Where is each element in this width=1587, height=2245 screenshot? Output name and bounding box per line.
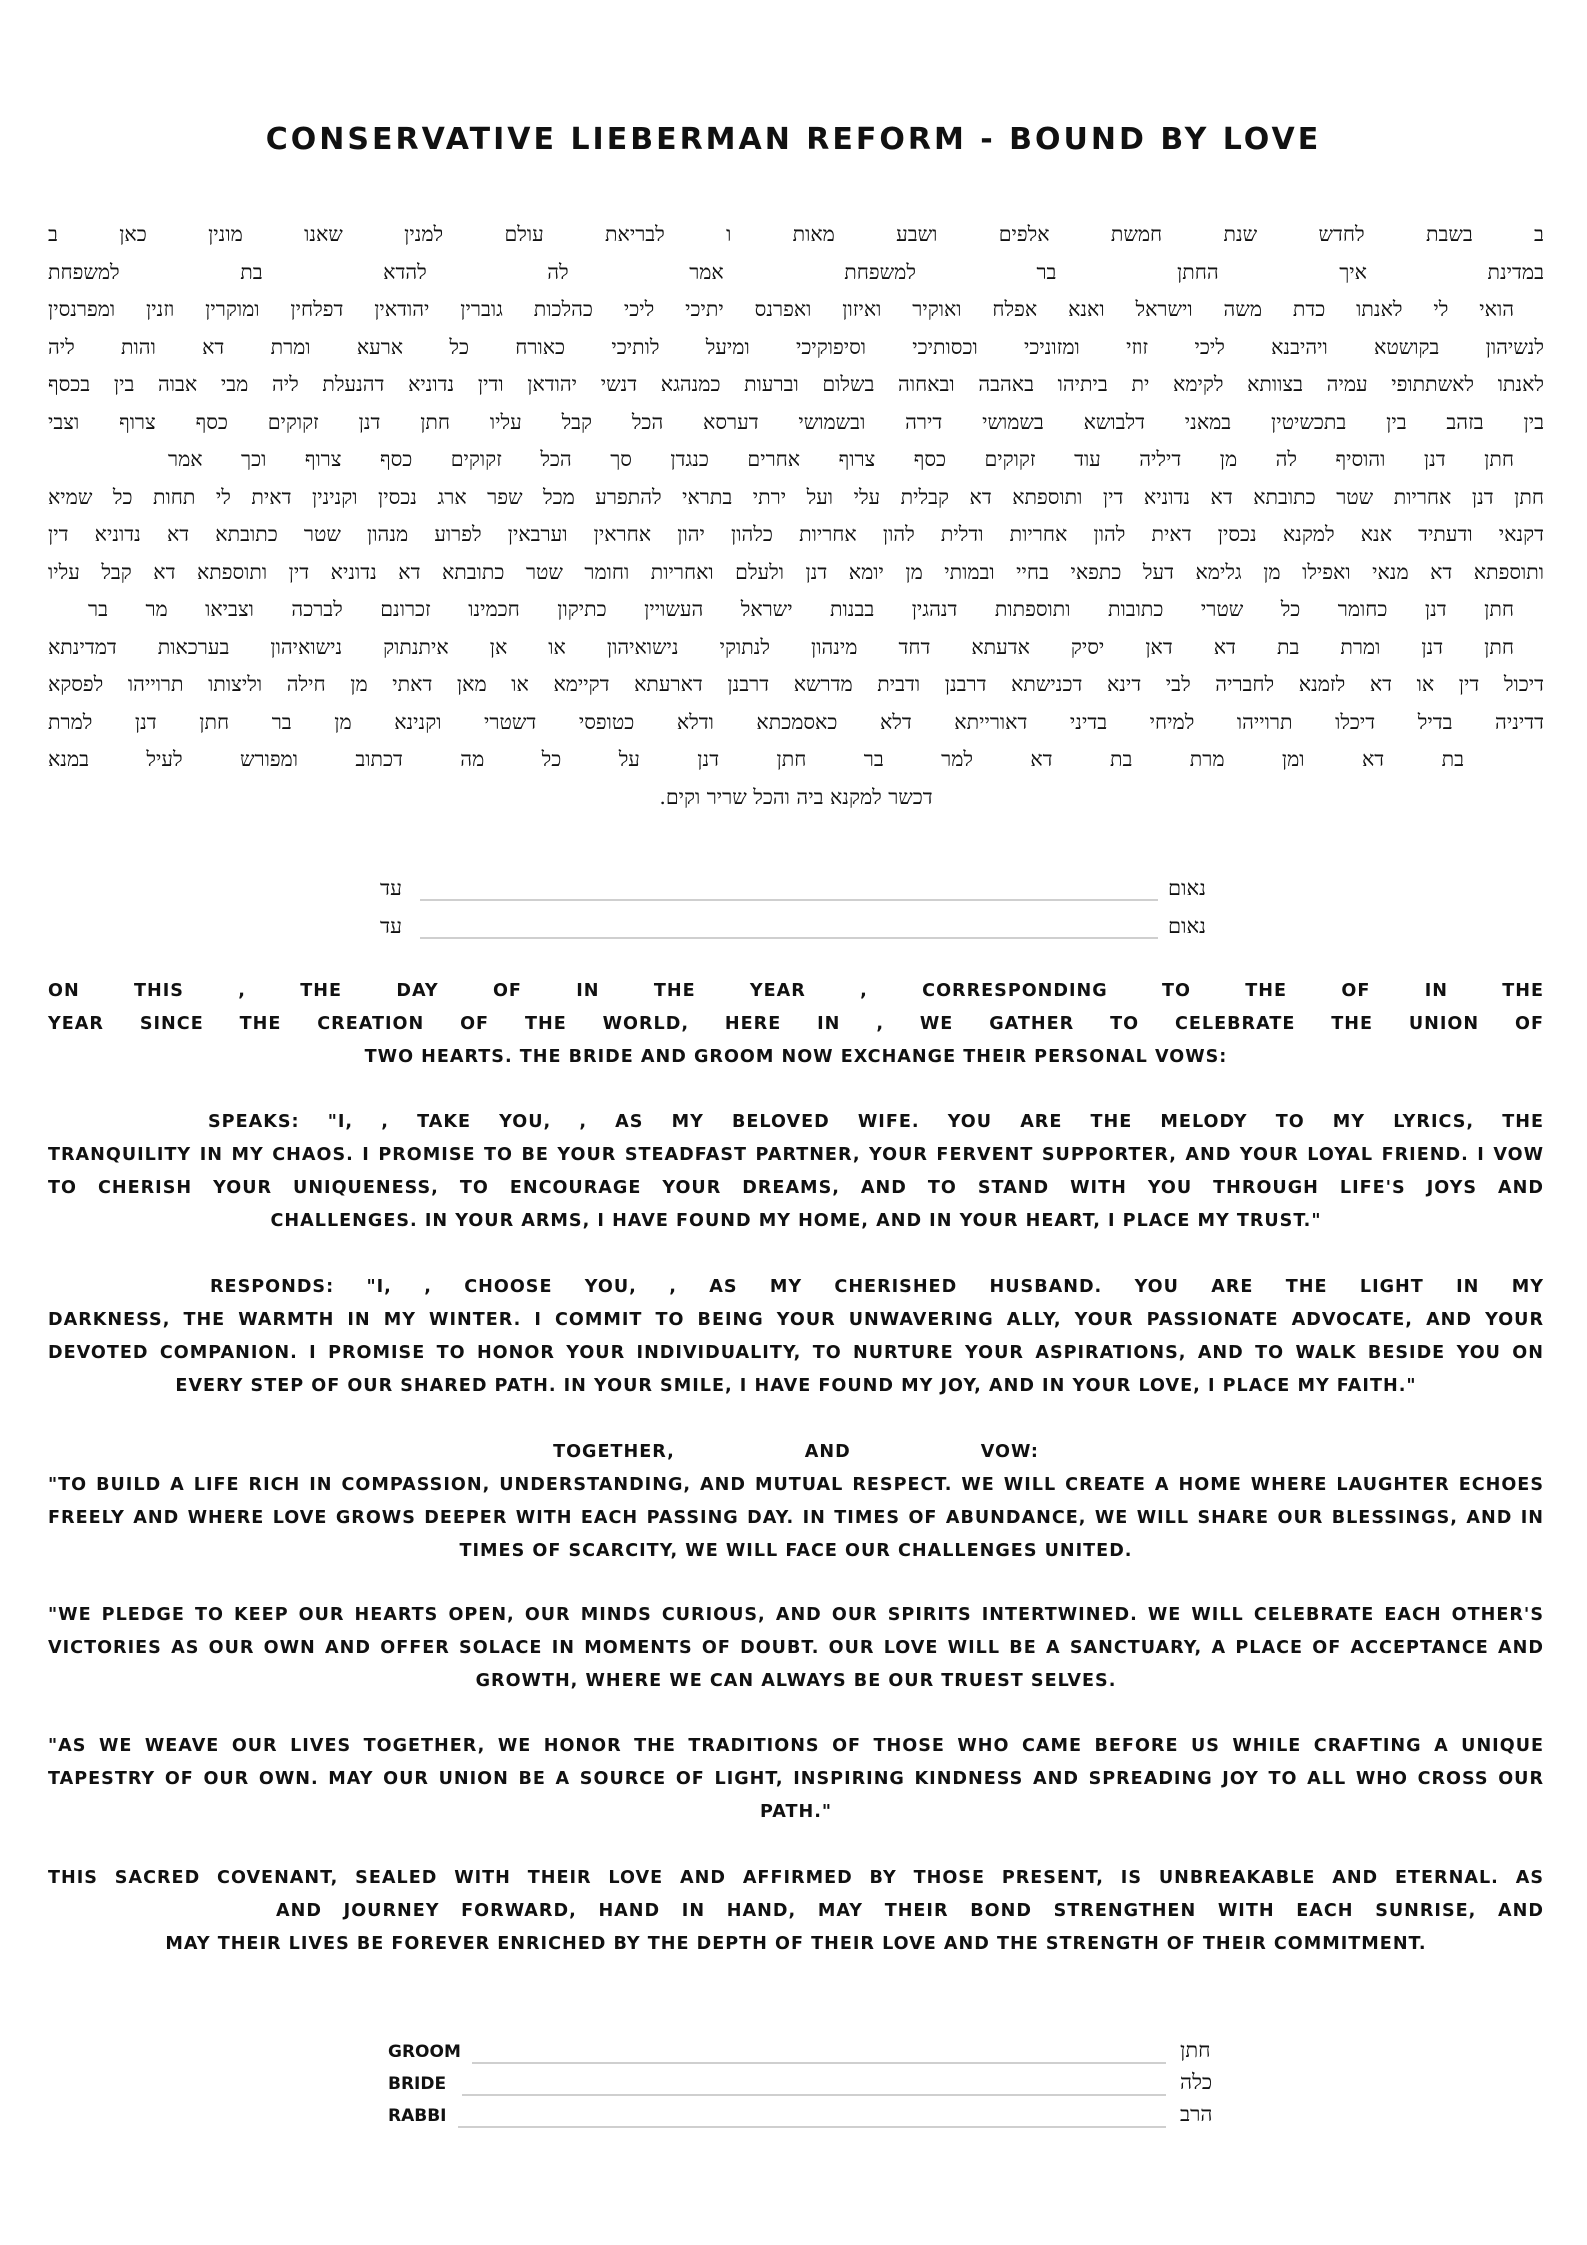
- hebrew-line: דדיניה בדיל דיכלו תרוייהו למיחי בדיני דאורייתא דלא כאסמכתא ודלא כטופסי דשטרי וקנינא מן בר חתן דנן למרת: [48, 709, 1544, 734]
- hebrew-line: ב בשבת לחדש שנת חמשת אלפים ושבע מאות ו לבריאת עולם למנין שאנו מונין כאן ב: [48, 222, 1544, 246]
- witness-signature-field[interactable]: [420, 899, 1158, 901]
- english-line: "WE PLEDGE TO KEEP OUR HEARTS OPEN, OUR MINDS CURIOUS, AND OUR SPIRITS INTERTWINED. WE WILL CELEBRATE EACH OTHER'S: [48, 1605, 1544, 1625]
- bride-signature-row: [0, 2068, 1587, 2100]
- english-line: PATH.": [759, 1802, 833, 1822]
- english-line: VICTORIES AS OUR OWN AND OFFER SOLACE IN MOMENTS OF DOUBT. OUR LOVE WILL BE A SANCTUARY, A PLACE OF ACCEPTANCE AND: [48, 1638, 1544, 1658]
- english-line: "AS WE WEAVE OUR LIVES TOGETHER, WE HONOR THE TRADITIONS OF THOSE WHO CAME BEFORE US WHILE CRAFTING A UNIQUE: [48, 1736, 1544, 1756]
- hebrew-line: ותוספתא דא מנאי ואפילו מן גלימא דעל כתפאי בחיי ובמותי מן יומא דנן ולעלם ואחריות וחומר שטר כתובתא דא נדוניא דין ותוספתא דא קבל עליו: [48, 559, 1544, 584]
- groom-signature-field[interactable]: [472, 2062, 1166, 2064]
- groom-label: GROOM: [388, 2042, 461, 2062]
- hebrew-line: בין בזהב בין בתכשיטין במאני דלבושא בשמושי דירה ובשמושי דערסא הכל קבל עליו חתן דנן זקוקים כסף צרוף וצבי: [48, 409, 1544, 434]
- rabbi-signature-row: [0, 2100, 1587, 2132]
- hebrew-ketubah-text: [48, 216, 1544, 816]
- english-line: EVERY STEP OF OUR SHARED PATH. IN YOUR SMILE, I HAVE FOUND MY JOY, AND IN YOUR LOVE, I PLACE MY FAITH.": [175, 1376, 1417, 1396]
- hebrew-line: הואי לי לאנתו כדת משה וישראל ואנא אפלח ואוקיר ואיזון ואפרנס יתיכי ליכי כהלכות גוברין יהודאין דפלחין ומוקרין וזנין ומפרנסין: [48, 297, 1514, 321]
- hebrew-line: דכשר למקנא ביה והכל שריר וקים.: [659, 784, 933, 809]
- hebrew-line: במדינת איך החתן בר למשפחת אמר לה להדא בת למשפחת: [48, 259, 1544, 284]
- english-line: TAPESTRY OF OUR OWN. MAY OUR UNION BE A SOURCE OF LIGHT, INSPIRING KINDNESS AND SPREADING JOY TO ALL WHO CROSS OUR: [48, 1769, 1544, 1789]
- english-line: TIMES OF SCARCITY, WE WILL FACE OUR CHALLENGES UNITED.: [459, 1541, 1133, 1561]
- english-line: AND JOURNEY FORWARD, HAND IN HAND, MAY THEIR BOND STRENGTHEN WITH EACH SUNRISE, AND: [276, 1901, 1544, 1921]
- english-line: THIS SACRED COVENANT, SEALED WITH THEIR LOVE AND AFFIRMED BY THOSE PRESENT, IS UNBREAKABLE AND ETERNAL. AS: [48, 1868, 1544, 1888]
- document-title: CONSERVATIVE LIEBERMAN REFORM - BOUND BY LOVE: [265, 122, 1322, 157]
- hebrew-line: חתן דנן כחומר כל שטרי כתובות ותוספתות דנהגין בבנות ישראל העשויין כתיקון חכמינו זכרונם לברכה וצביאו מר בר: [88, 597, 1514, 621]
- english-line: CHALLENGES. IN YOUR ARMS, I HAVE FOUND MY HOME, AND IN YOUR HEART, I PLACE MY TRUST.": [270, 1211, 1322, 1231]
- english-line: DEVOTED COMPANION. I PROMISE TO HONOR YOUR INDIVIDUALITY, TO NURTURE YOUR ASPIRATIONS, AND TO WALK BESIDE YOU ON: [48, 1343, 1544, 1363]
- witness-line-2: [0, 910, 1587, 946]
- rabbi-label: RABBI: [388, 2106, 447, 2126]
- english-line: ON THIS , THE DAY OF IN THE YEAR , CORRESPONDING TO THE OF IN THE: [48, 981, 1545, 1001]
- witness-name-label: נאום: [1168, 876, 1206, 900]
- hebrew-line: חתן דנן אחריות שטר כתובתא דא נדוניא דין ותוספתא דא קבלית עלי ועל ירתי בתראי להתפרע מכל שפר ארג נכסין וקנינין דאית לי תחות כל שמיא: [48, 484, 1544, 509]
- bride-label: BRIDE: [388, 2074, 447, 2094]
- witness-name-label: נאום: [1168, 914, 1206, 938]
- english-line: RESPONDS: "I, , CHOOSE YOU, , AS MY CHERISHED HUSBAND. YOU ARE THE LIGHT IN MY: [210, 1277, 1544, 1297]
- together-vow: [48, 1436, 1544, 1568]
- english-line: FREELY AND WHERE LOVE GROWS DEEPER WITH EACH PASSING DAY. IN TIMES OF ABUNDANCE, WE WILL SHARE OUR BLESSINGS, AND IN: [48, 1508, 1544, 1528]
- groom-signature-row: [0, 2036, 1587, 2068]
- groom-hebrew-label: חתן: [1180, 2038, 1211, 2062]
- rabbi-signature-field[interactable]: [458, 2126, 1166, 2128]
- weave-paragraph: [48, 1730, 1544, 1829]
- hebrew-line: דקנאי ודעתיד אנא למקנא נכסין דאית להון אחריות ודלית להון אחריות כלהון יהון אחראין וערבאין לפרוע מנהון שטר כתובתא דא נדוניא דין: [48, 522, 1544, 546]
- english-line: TO CHERISH YOUR UNIQUENESS, TO ENCOURAGE YOUR DREAMS, AND TO STAND WITH YOU THROUGH LIFE'S JOYS AND: [48, 1178, 1544, 1198]
- english-line: TRANQUILITY IN MY CHAOS. I PROMISE TO BE YOUR STEADFAST PARTNER, YOUR FERVENT SUPPORTER, AND YOUR LOYAL FRIEND. I VOW: [48, 1145, 1544, 1165]
- english-line: MAY THEIR LIVES BE FOREVER ENRICHED BY THE DEPTH OF THEIR LOVE AND THE STRENGTH OF THEIR COMMITMENT.: [165, 1934, 1427, 1954]
- bride-hebrew-label: כלה: [1180, 2070, 1213, 2094]
- covenant-paragraph: [48, 1862, 1544, 1961]
- witness-line-1: [0, 872, 1587, 908]
- witness-label: עד: [380, 914, 402, 938]
- english-line: TOGETHER, AND VOW:: [553, 1442, 1039, 1462]
- english-line: GROWTH, WHERE WE CAN ALWAYS BE OUR TRUEST SELVES.: [475, 1671, 1117, 1691]
- bride-vow: [48, 1271, 1544, 1403]
- hebrew-line: חתן דנן והוסיף לה מן דיליה עוד זקוקים כסף צרוף אחרים כנגדן סך הכל זקוקים כסף צרוף וכך אמר: [168, 447, 1514, 471]
- english-line: "TO BUILD A LIFE RICH IN COMPASSION, UNDERSTANDING, AND MUTUAL RESPECT. WE WILL CREATE A HOME WHERE LAUGHTER ECHOES: [48, 1475, 1544, 1495]
- bride-signature-field[interactable]: [462, 2094, 1166, 2096]
- witness-signature-field[interactable]: [420, 937, 1158, 939]
- rabbi-hebrew-label: הרב: [1180, 2102, 1213, 2126]
- english-line: YEAR SINCE THE CREATION OF THE WORLD, HERE IN , WE GATHER TO CELEBRATE THE UNION OF: [48, 1014, 1544, 1034]
- pledge-paragraph: [48, 1599, 1544, 1698]
- hebrew-line: לאנתו לאשתתופי עמיה בצוותא לקימא ית ביתיהו באהבה ובאחוה בשלום וברעות כמנהגא דנשי יהודאן ודין נדוניא דהנעלת ליה מבי אבוה בין בכסף: [48, 372, 1544, 396]
- hebrew-line: בת דא ומן מרת בת דא למר בר חתן דנן על כל מה דכתוב ומפורש לעיל במנא: [48, 747, 1464, 771]
- english-line: SPEAKS: "I, , TAKE YOU, , AS MY BELOVED WIFE. YOU ARE THE MELODY TO MY LYRICS, THE: [208, 1112, 1544, 1132]
- english-intro: [48, 975, 1544, 1074]
- hebrew-line: דיכול דין או דא לזמנא לחבריה לבי דינא דכנישתא דרבנן ודבית מדרשא דרבנן דארעתא דקיימא או מאן דאתי מן חילה וליצותו תרוייהו לפסקא: [48, 672, 1544, 696]
- hebrew-line: לנשיהון בקושטא ויהיבנא ליכי זוזי ומזוניכי וכסותיכי וסיפוקיכי ומיעל לותיכי כאורח כל ארעא ומרת דא והות ליה: [48, 334, 1545, 359]
- english-line: TWO HEARTS. THE BRIDE AND GROOM NOW EXCHANGE THEIR PERSONAL VOWS:: [364, 1047, 1228, 1067]
- english-line: DARKNESS, THE WARMTH IN MY WINTER. I COMMIT TO BEING YOUR UNWAVERING ALLY, YOUR PASSIONATE ADVOCATE, AND YOUR: [48, 1310, 1544, 1330]
- groom-vow: [48, 1106, 1544, 1238]
- witness-label: עד: [380, 876, 402, 900]
- hebrew-line: חתן דנן ומרת בת דא דאן יסיק אדעתא דחד מינהון לנתוקי נישואיהון או אן איתנתוק נישואיהון בערכאות דמדינתא: [48, 634, 1514, 659]
